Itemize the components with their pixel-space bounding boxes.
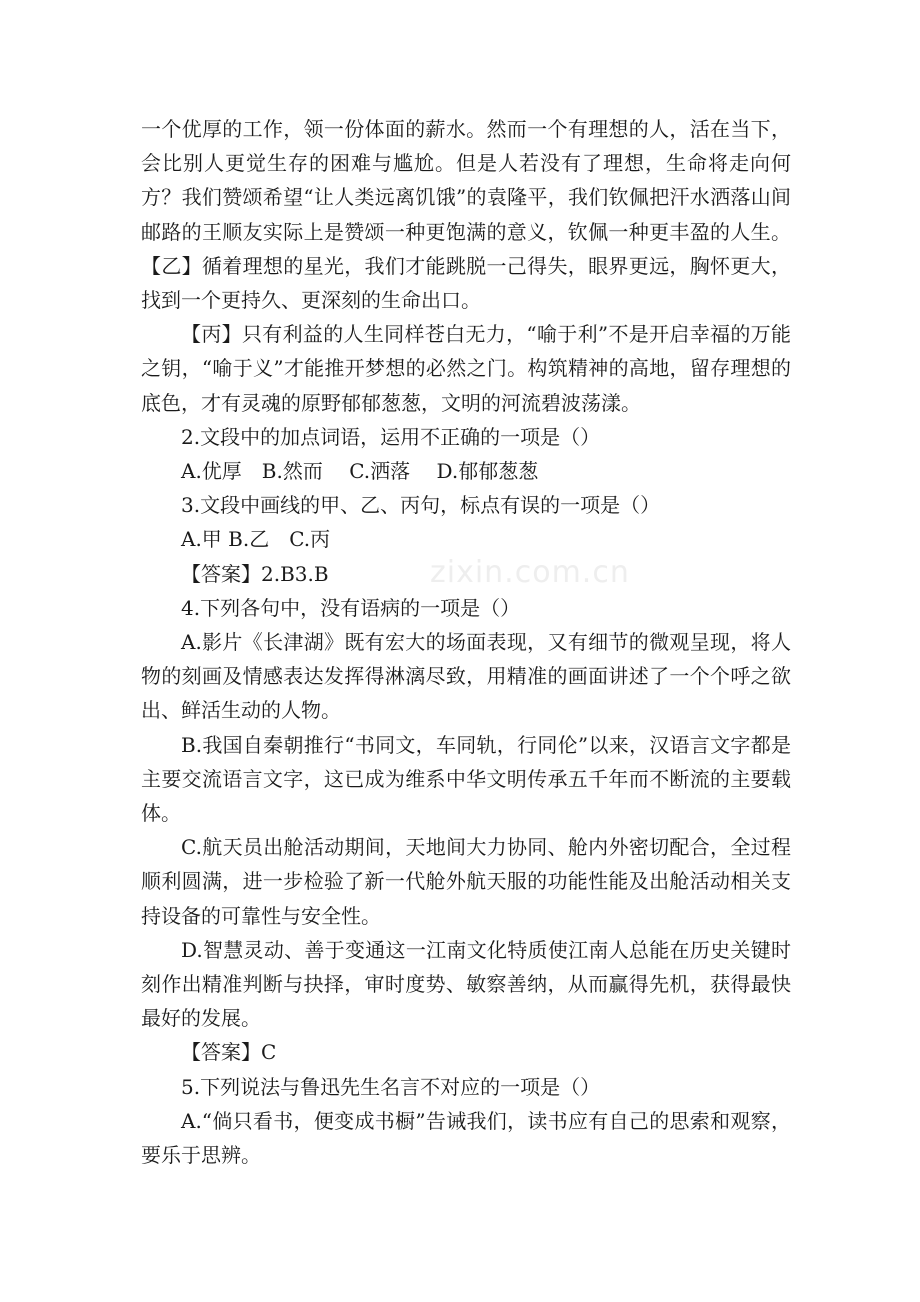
question-2-options: A.优厚 B.然而 C.洒落 D.郁郁葱葱	[181, 459, 539, 484]
watermark: zixin.com.cn	[430, 555, 630, 590]
question-4: 4.下列各句中，没有语病的一项是（）	[181, 595, 521, 620]
question-4-option-c: C.航天员出舱活动期间，天地间大力协同、舱内外密切配合，全过程顺利圆满，进一步检验了新一代舱外航天服的功能性能及出舱活动相关支持设备的可靠性与安全性。	[141, 835, 791, 928]
document-body	[141, 112, 791, 1172]
question-5-option-a: A.“倘只看书，便变成书橱”告诫我们，读书应有自己的思索和观察，要乐于思辨。	[141, 1108, 791, 1168]
question-3-options: A.甲 B.乙 C.丙	[181, 527, 331, 552]
question-2: 2.文段中的加点词语，运用不正确的一项是（）	[181, 424, 601, 449]
answer-2-3: 【答案】2.B3.B	[181, 561, 329, 586]
answer-4: 【答案】C	[181, 1040, 277, 1065]
paragraph-passage-2: 【丙】只有利益的人生同样苍白无力，“喻于利”不是开启幸福的万能之钥，“喻于义”才能推开梦想的必然之门。构筑精神的高地，留存理想的底色，才有灵魂的原野郁郁葱葱，文明的河流碧波荡漾。	[141, 322, 791, 415]
paragraph-passage-1: 一个优厚的工作，领一份体面的薪水。然而一个有理想的人，活在当下，会比别人更觉生存的困难与尴尬。但是人若没有了理想，生命将走向何方？我们赞颂希望“让人类远离饥饿”的袁隆平，我们钦佩把汗水洒落山间邮路的王顺友实际上是赞颂一种更饱满的意义，钦佩一种更丰盈的人生。【乙】循着理想的星光，我们才能跳脱一己得失，眼界更远，胸怀更大，找到一个更持久、更深刻的生命出口。	[141, 117, 791, 313]
question-4-option-a: A.影片《长津湖》既有宏大的场面表现，又有细节的微观呈现，将人物的刻画及情感表达发挥得淋漓尽致，用精准的画面讲述了一个个呼之欲出、鲜活生动的人物。	[141, 630, 791, 723]
question-4-option-d: D.智慧灵动、善于变通这一江南文化特质使江南人总能在历史关键时刻作出精准判断与抉择，审时度势、敏察善纳，从而赢得先机，获得最快最好的发展。	[141, 937, 791, 1031]
question-5: 5.下列说法与鲁迅先生名言不对应的一项是（）	[181, 1074, 601, 1099]
question-4-option-b: B.我国自秦朝推行“书同文，车同轨，行同伦”以来，汉语言文字都是主要交流语言文字，这已成为维系中华文明传承五千年而不断流的主要载体。	[141, 732, 791, 826]
question-3: 3.文段中画线的甲、乙、丙句，标点有误的一项是（）	[181, 493, 661, 518]
